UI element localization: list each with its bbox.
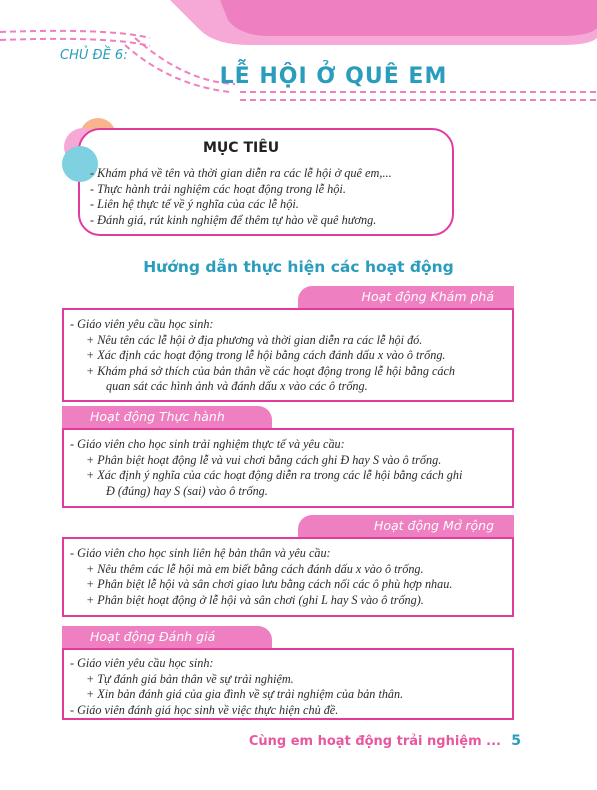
list-item: - Khám phá về tên và thời gian diễn ra các lễ hội ở quê em,...	[90, 166, 392, 180]
page-number: 5	[511, 733, 521, 749]
section-line: - Giáo viên cho học sinh liên hệ bản thân và yêu cầu:	[70, 546, 331, 560]
section-line: + Xác định ý nghĩa của các hoạt động diễn ra trong các lễ hội bằng cách ghi	[86, 468, 463, 483]
list-item: - Đánh giá, rút kinh nghiệm để thêm tự hào về quê hương.	[90, 212, 377, 227]
section-line: + Phân biệt hoạt động ở lễ hội và sân chơi (ghi L hay S vào ô trống).	[86, 592, 424, 607]
section-line: + Khám phá sở thích của bản thân về các hoạt động trong lễ hội bằng cách	[86, 363, 456, 378]
section-line: - Giáo viên yêu cầu học sinh:	[70, 656, 214, 670]
list-item: - Liên hệ thực tế về ý nghĩa của các lễ hội.	[90, 197, 299, 211]
footer-text	[249, 734, 501, 749]
section-line: + Xin bản đánh giá của gia đình về sự trải nghiệm của bản thân.	[86, 687, 404, 702]
section-line: quan sát các hình ảnh và đánh dấu x vào các ô trống.	[106, 379, 368, 394]
section-line: + Phân biệt lễ hội và sân chơi giao lưu bằng cách nối các ô phù hợp nhau.	[86, 577, 453, 592]
tab-extend: Hoạt động Mở rộng	[298, 515, 514, 537]
section-line: - Giáo viên cho học sinh trải nghiệm thực tế và yêu cầu:	[70, 437, 345, 451]
section-extend-box	[62, 537, 514, 617]
section-explore-box	[62, 308, 514, 402]
section-line: + Xác định các hoạt động trong lễ hội bằng cách đánh dấu x vào ô trống.	[86, 348, 446, 363]
tab-practice: Hoạt động Thực hành	[62, 406, 272, 428]
section-line: - Giáo viên yêu cầu học sinh:	[70, 317, 214, 331]
page-title: LỄ HỘI Ở QUÊ EM	[219, 64, 448, 89]
section-line: + Tự đánh giá bản thân về sự trải nghiệm.	[86, 671, 294, 686]
objectives-heading: MỤC TIÊU	[203, 140, 280, 156]
section-line: + Nêu tên các lễ hội ở địa phương và thời gian diễn ra các lễ hội đó.	[86, 332, 423, 347]
list-item: - Thực hành trải nghiệm các hoạt động trong lễ hội.	[90, 181, 346, 196]
tab-evaluate: Hoạt động Đánh giá	[62, 626, 272, 648]
section-line: + Nêu thêm các lễ hội mà em biết bằng cách đánh dấu x vào ô trống.	[86, 561, 424, 576]
topic-label: CHỦ ĐỀ 6:	[60, 48, 128, 63]
tab-explore: Hoạt động Khám phá	[298, 286, 514, 308]
section-practice-box	[62, 428, 514, 508]
section-line: Đ (đúng) hay S (sai) vào ô trống.	[106, 483, 268, 498]
section-line: - Giáo viên đánh giá học sinh về việc thực hiện chủ đề.	[70, 702, 339, 717]
objectives-list	[90, 166, 392, 228]
section-evaluate-box	[62, 648, 514, 720]
section-line: + Phân biệt hoạt động lễ và vui chơi bằng cách ghi Đ hay S vào ô trống.	[86, 452, 442, 467]
footer-label: Cùng em hoạt động trải nghiệm ...	[248, 734, 501, 749]
guide-title: Hướng dẫn thực hiện các hoạt động	[143, 258, 454, 276]
